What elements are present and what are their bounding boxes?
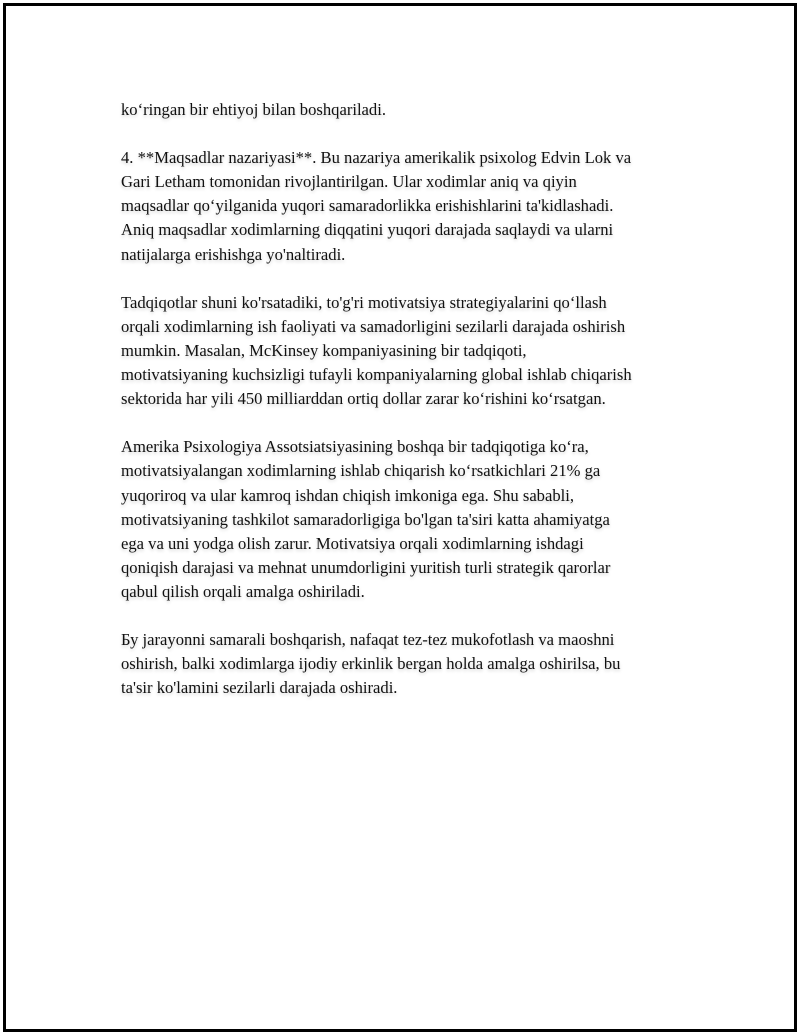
paragraph-research-mckinsey (121, 291, 701, 411)
text-line: orqali xodimlarning ish faoliyati va samadorligini sezilarli darajada oshirish (121, 316, 626, 336)
document-page (3, 3, 797, 1032)
paragraph-apa-research (121, 435, 701, 604)
text-line: mumkin. Masalan, McKinsey kompaniyasining bir tadqiqoti, (121, 340, 527, 360)
text-line: ta'sir ko'lamini sezilarli darajada oshiradi. (121, 678, 398, 698)
text-line: ko‘ringan bir ehtiyoj bilan boshqariladi. (121, 100, 386, 119)
text-line: yuqoriroq va ular kamroq ishdan chiqish imkoniga ega. Shu sababli, (121, 485, 575, 505)
paragraph-goal-theory (121, 146, 701, 266)
text-line: motivatsiyaning tashkilot samaradorligiga bo'lgan ta'siri katta ahamiyatga (121, 509, 610, 529)
text-line: maqsadlar qo‘yilganida yuqori samaradorlikka erishishlarini ta'kidlashadi. (121, 196, 614, 216)
text-line: motivatsiyaning kuchsizligi tufayli kompaniyalarning global ishlab chiqarish (121, 365, 632, 385)
text-line: Tadqiqotlar shuni ko'rsatadiki, to'g'ri motivatsiya strategiyalarini qo‘llash (121, 292, 607, 312)
text-line: 4. **Maqsadlar nazariyasi**. Bu nazariya amerikalik psixolog Edvin Lok va (121, 148, 632, 168)
text-line: Aniq maqsadlar xodimlarning diqqatini yuqori darajada saqlaydi va ularni (121, 220, 614, 240)
text-line: natijalarga erishishga yo'naltiradi. (121, 244, 346, 264)
text-line: motivatsiyalangan xodimlarning ishlab chiqarish ko‘rsatkichlari 21% ga (121, 461, 601, 481)
paragraph-continuation (121, 98, 701, 122)
paragraph-conclusion (121, 628, 701, 700)
text-line: qoniqish darajasi va mehnat unumdorligini yuritish turli strategik qarorlar (121, 557, 611, 577)
text-line: ega va uni yodga olish zarur. Motivatsiya orqali xodimlarning ishdagi (121, 533, 584, 553)
document-body (121, 98, 701, 724)
text-line: Бу jarayonni samarali boshqarish, nafaqat tez-tez mukofotlash va maoshni (121, 630, 615, 650)
text-line: Gari Letham tomonidan rivojlantirilgan. Ular xodimlar aniq va qiyin (121, 172, 577, 192)
text-line: Amerika Psixologiya Assotsiatsiyasining boshqa bir tadqiqotiga ko‘ra, (121, 437, 589, 457)
text-line: qabul qilish orqali amalga oshiriladi. (121, 581, 365, 601)
text-line: sektorida har yili 450 milliarddan ortiq dollar zarar ko‘rishini ko‘rsatgan. (121, 389, 606, 409)
text-line: oshirish, balki xodimlarga ijodiy erkinlik bergan holda amalga oshirilsa, bu (121, 654, 621, 674)
